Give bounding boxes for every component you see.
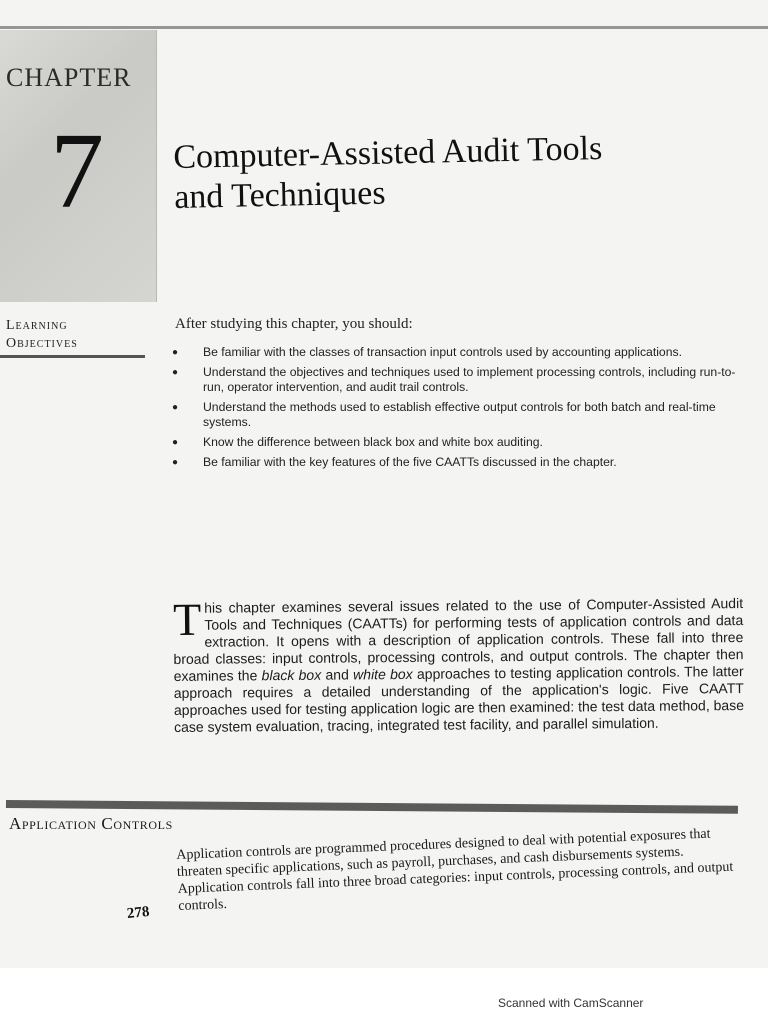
chapter-title-line1: Computer-Assisted Audit Tools	[173, 130, 603, 176]
chapter-title-line2: and Techniques	[173, 174, 386, 216]
learning-objectives-label-line1: Learning	[6, 318, 68, 333]
intro-emphasis-black-box: black box	[261, 666, 322, 684]
chapter-title	[173, 127, 715, 218]
learning-objectives-rule	[0, 355, 145, 358]
scan-margin	[0, 968, 768, 1024]
intro-emphasis-white-box: white box	[353, 665, 413, 683]
chapter-label: CHAPTER	[6, 63, 132, 92]
objectives-intro: After studying this chapter, you should:	[175, 316, 413, 332]
intro-text-2: and	[321, 666, 354, 683]
top-rule	[0, 26, 768, 29]
objectives-list	[172, 345, 750, 475]
intro-text-3: approaches to testing application controls. The latter approach requires a detailed understanding of the application's logic. Five CAATT approaches used for testing application logic are then examined: the test data method, base case system evaluation, tracing, integrated test facility, and parallel simulation.	[173, 663, 745, 735]
intro-text-1: his chapter examines several issues related to the use of Computer-Assisted Audit Tools and Techniques (CAATTs) for performing tests of application controls and data extraction. It opens with a description of application controls. These fall into three broad classes: input controls, processing controls, and output controls. The chapter then examines the	[173, 595, 744, 684]
scanner-watermark: Scanned with CamScanner	[498, 996, 644, 1010]
objective-item: ● Know the difference between black box and white box auditing.	[172, 435, 750, 450]
drop-cap: T	[172, 593, 202, 645]
section-rule	[6, 800, 738, 814]
objective-item: ● Understand the objectives and techniques used to implement processing controls, including run-to-run, operator intervention, and audit trail controls.	[172, 365, 750, 395]
objective-item: ● Be familiar with the classes of transaction input controls used by accounting applications.	[172, 345, 750, 360]
section-paragraph: Application controls are programmed procedures designed to deal with potential exposures that threaten specific applications, such as payroll, purchases, and cash disbursements systems. Application controls fall into three broad categories: input controls, processing controls, and output controls.	[176, 826, 734, 914]
learning-objectives-label-line2: Objectives	[6, 336, 78, 351]
section-heading: Application Controls	[9, 814, 173, 833]
page-number: 278	[126, 903, 151, 923]
objective-item: ● Understand the methods used to establish effective output controls for both batch and real-time systems.	[172, 400, 750, 430]
learning-objectives-label	[6, 317, 78, 353]
chapter-number: 7	[50, 112, 104, 231]
intro-paragraph	[173, 595, 744, 736]
objective-item: ● Be familiar with the key features of the five CAATTs discussed in the chapter.	[172, 455, 750, 470]
